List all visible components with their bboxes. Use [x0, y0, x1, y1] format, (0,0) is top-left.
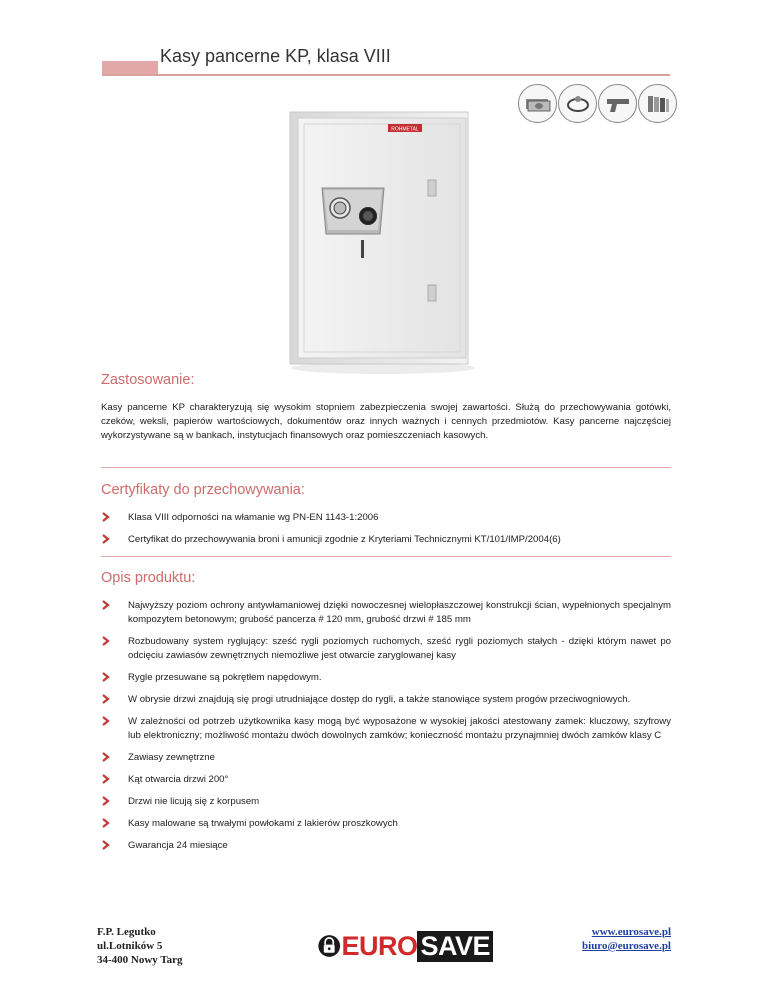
title-accent-bar [102, 61, 158, 75]
section-title-opis: Opis produktu: [101, 570, 196, 586]
chevron-right-icon [101, 512, 111, 522]
eurosave-logo: EURO SAVE [317, 927, 493, 965]
email-link[interactable]: biuro@eurosave.pl [582, 940, 671, 952]
list-item: Rygle przesuwane są pokrętłem napędowym. [101, 671, 671, 685]
section-divider [101, 467, 671, 468]
cash-icon [518, 84, 557, 123]
list-item: Klasa VIII odporności na włamanie wg PN-EN 1143-1:2006 [101, 511, 671, 525]
list-item: Gwarancja 24 miesiące [101, 839, 671, 853]
section-divider [101, 556, 671, 557]
list-item: Kasy malowane są trwałymi powłokami z lakierów proszkowych [101, 817, 671, 831]
list-item: W zależności od potrzeb użytkownika kasy mogą być wyposażone w wysokiej jakości atestowany zamek: kluczowy, szyfrowy lub elektroniczny; możliwość montażu dwóch dowolnych zamków; konieczność montażu przynajmniej dwóch zamków klasy C [101, 715, 671, 743]
chevron-right-icon [101, 534, 111, 544]
chevron-right-icon [101, 796, 111, 806]
chevron-right-icon [101, 818, 111, 828]
chevron-right-icon [101, 716, 111, 726]
list-item: Zawiasy zewnętrzne [101, 751, 671, 765]
chevron-right-icon [101, 774, 111, 784]
company-address: F.P. Legutko ul.Lotników 5 34-400 Nowy Targ [97, 926, 183, 966]
zastosowanie-text: Kasy pancerne KP charakteryzują się wysokim stopniem zabezpieczenia swojej zawartości. Służą do przechowywania gotówki, czeków, weksli, papierów wartościowych, dokumentów oraz innych ważnych i cennych przedmiotów. Kasy pancerne najczęściej wykorzystywane są w bankach, instytucjach finansowych oraz pomieszczeniach kasowych. [101, 402, 671, 441]
list-item: W obrysie drzwi znajdują się progi utrudniające dostęp do rygli, a także stanowiące system progów przeciwogniowych. [101, 693, 671, 707]
list-item: Certyfikat do przechowywania broni i amunicji zgodnie z Kryteriami Technicznymi KT/101/IMP/2004(6) [101, 533, 671, 547]
page-title: Kasy pancerne KP, klasa VIII [160, 46, 391, 66]
padlock-icon [317, 928, 341, 964]
safe-brand-label: ROHMETAL [391, 126, 419, 133]
chevron-right-icon [101, 752, 111, 762]
opis-list [101, 599, 671, 853]
title-underline [102, 74, 670, 76]
contact-links [582, 925, 671, 953]
list-item: Najwyższy poziom ochrony antywłamaniowej dzięki nowoczesnej wielopłaszczowej konstrukcji ścian, wypełnionych specjalnym kompozytem betonowym; grubość pancerza # 120 mm, grubość drzwi # 185 mm [101, 599, 671, 627]
list-item: Drzwi nie licują się z korpusem [101, 795, 671, 809]
certyfikaty-list [101, 511, 671, 547]
pistol-icon [598, 84, 637, 123]
jewelry-icon [558, 84, 597, 123]
chevron-right-icon [101, 694, 111, 704]
list-item: Rozbudowany system ryglujący: sześć rygli poziomych ruchomych, sześć rygli poziomych stałych - dzięki którym nawet po odcięciu zawiasów zewnętrznych niemożliwe jest otwarcie zaryglowanej kasy [101, 635, 671, 663]
documents-icon [638, 84, 677, 123]
section-title-zastosowanie: Zastosowanie: [101, 372, 195, 388]
safe-product-image [288, 110, 478, 375]
list-item: Kąt otwarcia drzwi 200° [101, 773, 671, 787]
chevron-right-icon [101, 636, 111, 646]
feature-icons [518, 84, 677, 123]
chevron-right-icon [101, 600, 111, 610]
chevron-right-icon [101, 672, 111, 682]
chevron-right-icon [101, 840, 111, 850]
section-title-certyfikaty: Certyfikaty do przechowywania: [101, 482, 305, 498]
website-link[interactable]: www.eurosave.pl [591, 926, 671, 938]
